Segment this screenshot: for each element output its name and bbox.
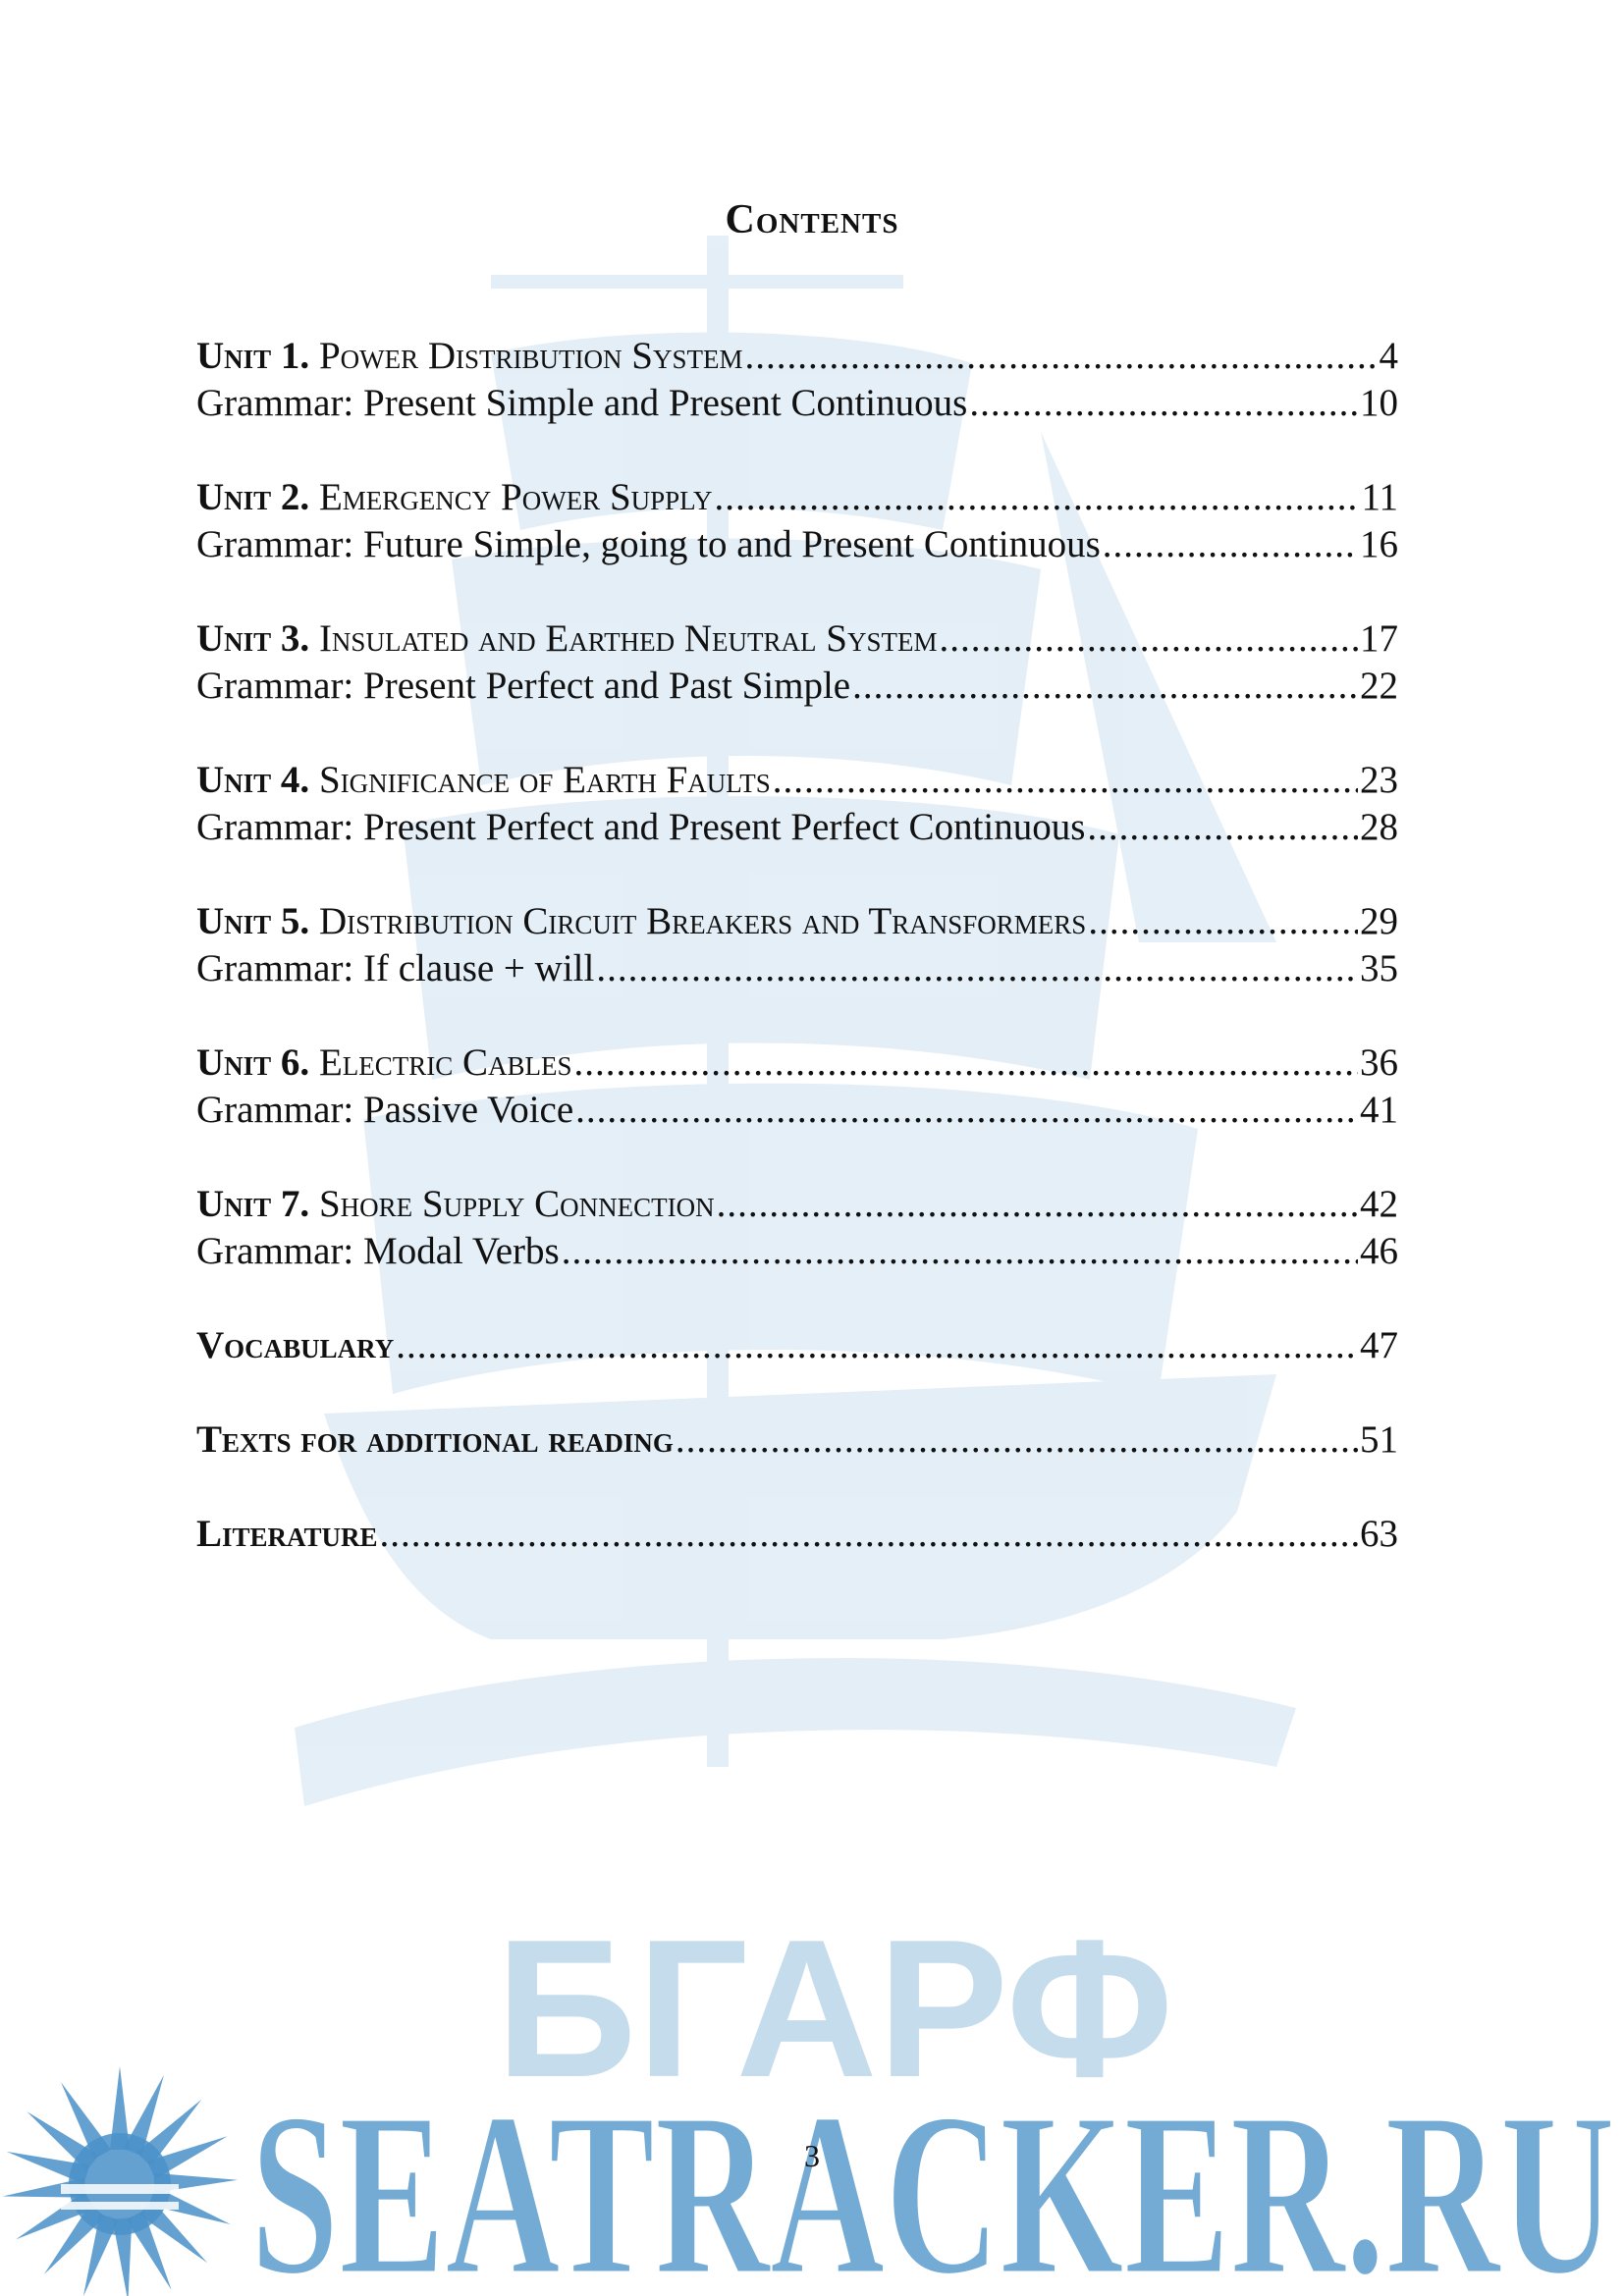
page-ref: 4	[1379, 335, 1398, 377]
toc-entry-grammar[interactable]	[196, 1088, 1398, 1135]
dot-leader	[596, 946, 1358, 990]
toc-entry-unit[interactable]	[196, 758, 1398, 805]
unit-title: Emergency Power Supply	[318, 476, 713, 518]
toc-entry-grammar[interactable]	[196, 1229, 1398, 1276]
unit-number: Unit 5.	[196, 900, 310, 942]
grammar-title: Grammar: Modal Verbs	[196, 1230, 560, 1272]
toc-unit-6	[196, 1041, 1398, 1135]
grammar-title: Grammar: Passive Voice	[196, 1089, 574, 1131]
toc-entry-unit[interactable]	[196, 1182, 1398, 1229]
dot-leader	[380, 1512, 1358, 1556]
toc-entry-section[interactable]	[196, 1417, 1398, 1465]
unit-number: Unit 1.	[196, 335, 310, 377]
toc-entry-unit[interactable]	[196, 475, 1398, 522]
toc-entry-section[interactable]	[196, 1323, 1398, 1370]
dot-leader	[676, 1417, 1358, 1462]
toc-unit-4	[196, 758, 1398, 852]
toc-entry-grammar[interactable]	[196, 805, 1398, 852]
page-ref: 42	[1360, 1183, 1398, 1225]
dot-leader	[773, 758, 1358, 802]
dot-leader	[969, 381, 1358, 425]
sun-icon	[2, 2066, 239, 2296]
unit-title: Distribution Circuit Breakers and Transformers	[318, 900, 1087, 942]
dot-leader	[574, 1041, 1358, 1085]
unit-title: Electric Cables	[318, 1041, 572, 1084]
section-title: Vocabulary	[196, 1324, 395, 1366]
toc-unit-3	[196, 616, 1398, 711]
toc-entry-grammar[interactable]	[196, 522, 1398, 569]
toc-entry-unit[interactable]	[196, 899, 1398, 946]
dot-leader	[1087, 805, 1358, 849]
page-ref: 29	[1360, 900, 1398, 942]
section-title: Texts for additional reading	[196, 1418, 674, 1461]
toc-literature	[196, 1512, 1398, 1559]
unit-title: Shore Supply Connection	[318, 1183, 715, 1225]
toc-unit-1	[196, 334, 1398, 428]
toc-entry-grammar[interactable]	[196, 381, 1398, 428]
toc-entry-grammar[interactable]	[196, 664, 1398, 711]
dot-leader	[1103, 522, 1358, 566]
toc-entry-unit[interactable]	[196, 1041, 1398, 1088]
unit-title: Power Distribution System	[318, 335, 743, 377]
page-ref: 46	[1360, 1230, 1398, 1272]
unit-number: Unit 7.	[196, 1183, 310, 1225]
table-of-contents	[196, 334, 1398, 1606]
toc-unit-5	[196, 899, 1398, 993]
page-ref: 16	[1360, 523, 1398, 565]
unit-number: Unit 4.	[196, 759, 310, 801]
toc-unit-2	[196, 475, 1398, 569]
grammar-title: Grammar: Present Perfect and Present Perfect Continuous	[196, 806, 1086, 848]
page-number: 3	[804, 2138, 820, 2173]
unit-number: Unit 3.	[196, 617, 310, 660]
grammar-title: Grammar: If clause + will	[196, 947, 595, 989]
page-ref: 35	[1360, 947, 1398, 989]
toc-entry-section[interactable]	[196, 1512, 1398, 1559]
dot-leader	[562, 1229, 1358, 1273]
unit-title: Significance of Earth Faults	[318, 759, 771, 801]
dot-leader	[717, 1182, 1358, 1226]
page-ref: 10	[1360, 382, 1398, 424]
dot-leader	[852, 664, 1358, 708]
bgarf-watermark-text: БГАРФ	[495, 1899, 1174, 2110]
grammar-title: Grammar: Present Simple and Present Continuous	[196, 382, 968, 424]
page-ref: 51	[1360, 1418, 1398, 1461]
page-title: Contents	[725, 197, 899, 242]
dot-leader	[939, 616, 1358, 661]
page-ref: 23	[1360, 759, 1398, 801]
page-ref: 41	[1360, 1089, 1398, 1131]
unit-title: Insulated and Earthed Neutral System	[318, 617, 938, 660]
toc-vocabulary	[196, 1323, 1398, 1370]
toc-additional-reading	[196, 1417, 1398, 1465]
toc-entry-unit[interactable]	[196, 334, 1398, 381]
toc-unit-7	[196, 1182, 1398, 1276]
toc-entry-grammar[interactable]	[196, 946, 1398, 993]
page-ref: 22	[1360, 665, 1398, 707]
section-title: Literature	[196, 1513, 378, 1555]
page-ref: 36	[1360, 1041, 1398, 1084]
dot-leader	[575, 1088, 1358, 1132]
grammar-title: Grammar: Future Simple, going to and Present Continuous	[196, 523, 1101, 565]
dot-leader	[396, 1323, 1358, 1367]
dot-leader	[1088, 899, 1358, 943]
page-ref: 63	[1360, 1513, 1398, 1555]
dot-leader	[714, 475, 1359, 519]
page-ref: 28	[1360, 806, 1398, 848]
unit-number: Unit 2.	[196, 476, 310, 518]
toc-entry-unit[interactable]	[196, 616, 1398, 664]
unit-number: Unit 6.	[196, 1041, 310, 1084]
page-ref: 17	[1360, 617, 1398, 660]
dot-leader	[744, 334, 1377, 378]
grammar-title: Grammar: Present Perfect and Past Simple	[196, 665, 851, 707]
seatracker-watermark-text: SEATRACKER.RU	[250, 2065, 1615, 2296]
page-ref: 47	[1360, 1324, 1398, 1366]
page-ref: 11	[1361, 476, 1398, 518]
